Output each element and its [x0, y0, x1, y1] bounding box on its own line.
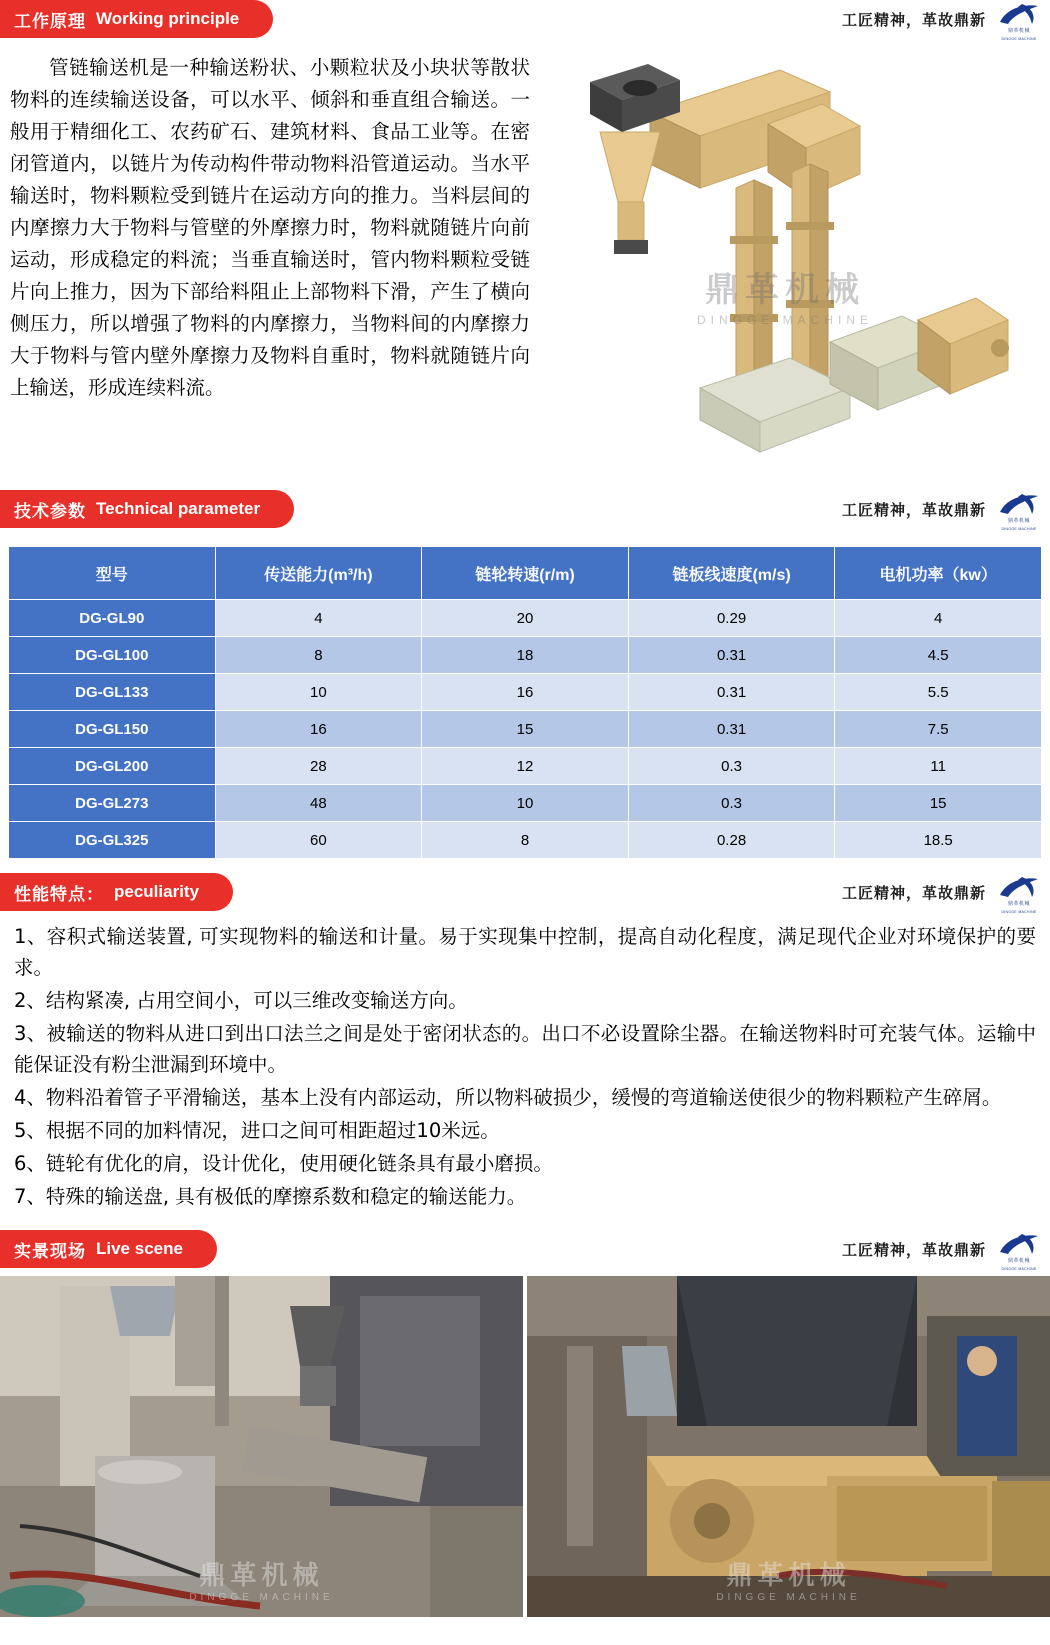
section-title-cn: 性能特点： — [14, 884, 104, 904]
section-title-pill-principle — [0, 0, 273, 38]
cell-chain-speed: 0.29 — [628, 600, 835, 637]
cell-sprocket-speed: 16 — [422, 674, 629, 711]
cell-model: DG-GL150 — [9, 711, 216, 748]
section-title-en: Technical parameter — [96, 499, 261, 518]
table-row — [9, 674, 1042, 711]
company-logo — [996, 1232, 1042, 1271]
section-title-en: Working principle — [96, 9, 240, 28]
parameter-table-wrap — [0, 528, 1050, 859]
cell-capacity: 4 — [215, 600, 422, 637]
working-principle-content — [0, 38, 1050, 490]
table-header-cell: 电机功率（kw） — [835, 547, 1042, 600]
section-title-cn: 实景现场 — [14, 1241, 86, 1261]
watermark-cn: 鼎革机械 — [705, 271, 865, 309]
brand-slogan-block — [841, 2, 1050, 41]
section-title-en: peculiarity — [114, 882, 200, 901]
cell-model: DG-GL100 — [9, 637, 216, 674]
cell-capacity: 16 — [215, 711, 422, 748]
logo-text-cn: 鼎革机械 — [1007, 518, 1030, 524]
watermark-en: DINGGE MACHINE — [696, 313, 873, 327]
section-title-en: Live scene — [96, 1239, 183, 1258]
principle-paragraph: 管链输送机是一种输送粉状、小颗粒状及小块状等散状物料的连续输送设备，可以水平、倾斜和垂直组合输送。一般用于精细化工、农药矿石、建筑材料、食品工业等。在密闭管道内，以链片为传动构件带动物料沿管道运动。当水平输送时，物料颗粒受到链片在运动方向的推力。当料层间的内摩擦力大于物料与管壁的外摩擦力时，物料就随链片向前运动，形成稳定的料流；当垂直输送时，管内物料颗粒受链片向上推力，因为下部给料阻止上部物料下滑，产生了横向侧压力，所以增强了物料的内摩擦力，当物料间的内摩擦力大于物料与管内壁外摩擦力及物料自重时，物料就随链片向上输送，形成连续料流。 — [10, 56, 530, 399]
cell-motor-power: 5.5 — [835, 674, 1042, 711]
logo-text-en: DINGGE MACHINE — [1001, 527, 1037, 531]
live-scene-gallery — [0, 1268, 1050, 1617]
cell-motor-power: 7.5 — [835, 711, 1042, 748]
company-logo — [996, 492, 1042, 531]
cell-chain-speed: 0.31 — [628, 711, 835, 748]
company-logo — [996, 2, 1042, 41]
cell-model: DG-GL200 — [9, 748, 216, 785]
image-watermark — [660, 262, 910, 327]
cell-sprocket-speed: 20 — [422, 600, 629, 637]
cell-motor-power: 11 — [835, 748, 1042, 785]
cell-chain-speed: 0.31 — [628, 637, 835, 674]
logo-text-en: DINGGE MACHINE — [1001, 1267, 1037, 1271]
table-header-cell: 链轮转速(r/m) — [422, 547, 629, 600]
watermark-cn: 鼎革机械 — [726, 1560, 851, 1590]
cell-chain-speed: 0.3 — [628, 785, 835, 822]
section-title-cn: 技术参数 — [14, 501, 86, 521]
logo-text-en: DINGGE MACHINE — [1001, 910, 1037, 914]
table-row — [9, 637, 1042, 674]
table-header-cell: 链板线速度(m/s) — [628, 547, 835, 600]
peculiarity-list — [0, 911, 1050, 1212]
slogan-text: 工匠精神，革故鼎新 — [841, 1241, 986, 1259]
company-logo — [996, 875, 1042, 914]
peculiarity-item: 3、被输送的物料从进口到出口法兰之间是处于密闭状态的。出口不必设置除尘器。在输送物料时可充装气体。运输中能保证没有粉尘泄漏到环境中。 — [14, 1022, 1036, 1076]
section-title-cn: 工作原理 — [14, 11, 86, 31]
cell-capacity: 10 — [215, 674, 422, 711]
peculiarity-item: 2、结构紧凑, 占用空间小，可以三维改变输送方向。 — [14, 989, 468, 1012]
brand-slogan-block — [841, 492, 1050, 531]
slogan-text: 工匠精神，革故鼎新 — [841, 11, 986, 29]
cell-model: DG-GL273 — [9, 785, 216, 822]
slogan-text: 工匠精神，革故鼎新 — [841, 884, 986, 902]
table-header-cell: 传送能力(m³/h) — [215, 547, 422, 600]
watermark-en: DINGGE MACHINE — [189, 1592, 334, 1603]
table-header-cell: 型号 — [9, 547, 216, 600]
peculiarity-item: 5、根据不同的加料情况，进口之间可相距超过10米远。 — [14, 1119, 500, 1142]
cell-motor-power: 18.5 — [835, 822, 1042, 859]
cell-chain-speed: 0.28 — [628, 822, 835, 859]
cell-sprocket-speed: 15 — [422, 711, 629, 748]
cell-model: DG-GL325 — [9, 822, 216, 859]
machine-illustration — [530, 52, 1040, 490]
brand-slogan-block — [841, 1232, 1050, 1271]
watermark-cn: 鼎革机械 — [199, 1560, 324, 1590]
peculiarity-item: 7、特殊的输送盘, 具有极低的摩擦系数和稳定的输送能力。 — [14, 1185, 527, 1208]
watermark-en: DINGGE MACHINE — [716, 1592, 861, 1603]
section-title-pill-scene — [0, 1230, 217, 1268]
logo-text-cn: 鼎革机械 — [1007, 1258, 1030, 1264]
scene-watermark — [189, 1555, 333, 1603]
peculiarity-item: 6、链轮有优化的肩，设计优化，使用硬化链条具有最小磨损。 — [14, 1152, 553, 1175]
logo-swoosh-icon — [998, 875, 1040, 899]
cell-sprocket-speed: 10 — [422, 785, 629, 822]
cell-motor-power: 15 — [835, 785, 1042, 822]
section-title-pill-peculiarity — [0, 873, 233, 911]
cell-chain-speed: 0.31 — [628, 674, 835, 711]
peculiarity-item: 4、物料沿着管子平滑输送，基本上没有内部运动，所以物料破损少，缓慢的弯道输送使很少的物料颗粒产生碎屑。 — [14, 1086, 1002, 1109]
table-row — [9, 822, 1042, 859]
table-row — [9, 748, 1042, 785]
section-header-technical-parameter — [0, 490, 1050, 531]
logo-text-cn: 鼎革机械 — [1007, 28, 1030, 34]
table-row — [9, 600, 1042, 637]
peculiarity-item: 1、容积式输送装置, 可实现物料的输送和计量。易于实现集中控制，提高自动化程度，满足现代企业对环境保护的要求。 — [14, 925, 1036, 979]
table-row — [9, 785, 1042, 822]
logo-swoosh-icon — [998, 492, 1040, 516]
table-header-row — [9, 547, 1042, 600]
section-header-peculiarity — [0, 873, 1050, 914]
cell-motor-power: 4 — [835, 600, 1042, 637]
slogan-text: 工匠精神，革故鼎新 — [841, 501, 986, 519]
technical-parameter-table — [8, 546, 1042, 859]
section-title-pill-parameter — [0, 490, 294, 528]
cell-model: DG-GL133 — [9, 674, 216, 711]
cell-capacity: 60 — [215, 822, 422, 859]
cell-model: DG-GL90 — [9, 600, 216, 637]
scene-photo-right — [527, 1276, 1050, 1617]
logo-text-cn: 鼎革机械 — [1007, 901, 1030, 907]
cell-capacity: 48 — [215, 785, 422, 822]
cell-sprocket-speed: 18 — [422, 637, 629, 674]
logo-text-en: DINGGE MACHINE — [1001, 37, 1037, 41]
cell-chain-speed: 0.3 — [628, 748, 835, 785]
section-header-live-scene — [0, 1230, 1050, 1271]
table-row — [9, 711, 1042, 748]
cell-sprocket-speed: 8 — [422, 822, 629, 859]
cell-motor-power: 4.5 — [835, 637, 1042, 674]
logo-swoosh-icon — [998, 2, 1040, 26]
scene-watermark — [716, 1555, 860, 1603]
scene-photo-left — [0, 1276, 523, 1617]
logo-swoosh-icon — [998, 1232, 1040, 1256]
cell-capacity: 28 — [215, 748, 422, 785]
section-header-working-principle — [0, 0, 1050, 41]
cell-capacity: 8 — [215, 637, 422, 674]
cell-sprocket-speed: 12 — [422, 748, 629, 785]
brand-slogan-block — [841, 875, 1050, 914]
